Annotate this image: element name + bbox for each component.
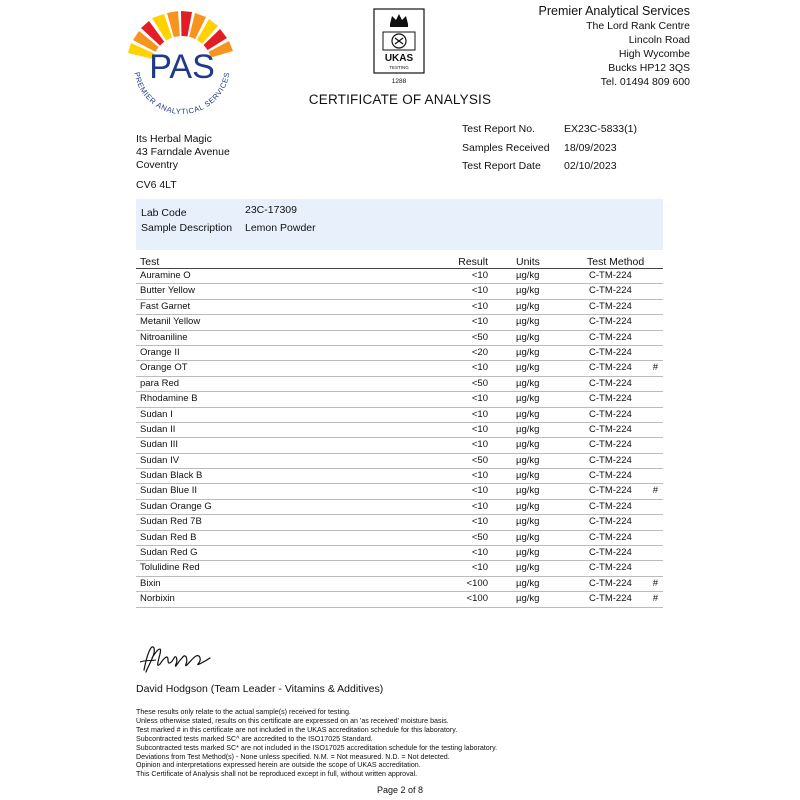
customer-address <box>136 133 230 172</box>
lab-code-row <box>141 204 297 219</box>
cell-result: <10 <box>471 547 488 559</box>
cell-test: Orange II <box>140 346 180 358</box>
table-row <box>136 361 663 376</box>
cell-flag: # <box>652 362 658 374</box>
cell-method: C-TM-224 <box>589 408 632 420</box>
footnote: Subcontracted tests marked SC* are not included in the ISO17025 accreditation schedule for the testing laboratory. <box>136 743 498 752</box>
cell-units: µg/kg <box>516 562 540 574</box>
cell-result: <10 <box>471 439 488 451</box>
signatory-name: David Hodgson (Team Leader - Vitamins & Additives) <box>136 683 384 695</box>
table-row <box>136 484 663 499</box>
results-table <box>136 254 663 608</box>
table-row <box>136 408 663 423</box>
table-row <box>136 577 663 592</box>
footnote: Subcontracted tests marked SC^ are accredited to the ISO17025 Standard. <box>136 734 373 743</box>
cell-method: C-TM-224 <box>589 562 632 574</box>
cell-method: C-TM-224 <box>589 285 632 297</box>
cell-method: C-TM-224 <box>589 500 632 512</box>
cell-units: µg/kg <box>516 377 540 389</box>
customer-name: Its Herbal Magic <box>136 133 212 145</box>
table-row <box>136 592 663 607</box>
ukas-number: 1288 <box>391 78 407 85</box>
cell-test: Sudan Blue II <box>140 485 198 497</box>
cell-result: <10 <box>471 285 488 297</box>
cell-test: Butter Yellow <box>140 285 195 297</box>
sample-description-label: Sample Description <box>141 222 233 234</box>
header-units: Units <box>516 256 540 268</box>
cell-result: <10 <box>471 393 488 405</box>
cell-units: µg/kg <box>516 331 540 343</box>
footnote: Test marked # in this certificate are not included in the UKAS accreditation schedule for this laboratory. <box>136 725 458 734</box>
table-row <box>136 269 663 284</box>
cell-units: µg/kg <box>516 531 540 543</box>
report-info-label: Samples Received <box>462 141 550 154</box>
report-info-value: EX23C-5833(1) <box>564 123 637 136</box>
footnote: These results only relate to the actual sample(s) received for testing. <box>136 708 351 716</box>
table-row <box>136 392 663 407</box>
report-info-row <box>462 139 637 158</box>
lab-address <box>539 4 690 89</box>
signature <box>138 640 214 678</box>
cell-result: <10 <box>471 362 488 374</box>
cell-test: Sudan Red G <box>140 547 198 559</box>
cell-units: µg/kg <box>516 393 540 405</box>
cell-test: Metanil Yellow <box>140 316 201 328</box>
cell-method: C-TM-224 <box>589 516 632 528</box>
table-row <box>136 515 663 530</box>
pas-text: PAS <box>149 48 215 86</box>
lab-company: Premier Analytical Services <box>538 4 690 18</box>
report-info-label: Test Report Date <box>462 160 541 173</box>
cell-units: µg/kg <box>516 577 540 589</box>
customer-address-line: 43 Farndale Avenue <box>136 146 230 158</box>
cell-test: Nitroaniline <box>140 331 188 343</box>
cell-units: µg/kg <box>516 439 540 451</box>
cell-test: Sudan Red B <box>140 531 197 543</box>
lab-phone: Tel. 01494 809 600 <box>600 76 690 88</box>
cell-result: <50 <box>471 454 488 466</box>
lab-code-value: 23C-17309 <box>245 204 297 216</box>
customer-postcode: CV6 4LT <box>136 179 177 191</box>
cell-result: <10 <box>471 408 488 420</box>
cell-method: C-TM-224 <box>589 439 632 451</box>
cell-result: <10 <box>471 270 488 281</box>
report-info-value: 02/10/2023 <box>564 160 617 173</box>
cell-flag: # <box>652 577 658 589</box>
header-result: Result <box>458 256 488 268</box>
cell-test: Sudan Black B <box>140 470 203 482</box>
cell-result: <10 <box>471 423 488 435</box>
cell-test: Auramine O <box>140 270 191 281</box>
table-row <box>136 454 663 469</box>
lab-address-line: Lincoln Road <box>628 34 690 46</box>
cell-result: <20 <box>471 346 488 358</box>
cell-method: C-TM-224 <box>589 423 632 435</box>
cell-test: Rhodamine B <box>140 393 198 405</box>
cell-method: C-TM-224 <box>589 454 632 466</box>
lab-address-line: High Wycombe <box>618 48 690 60</box>
cell-method: C-TM-224 <box>589 577 632 589</box>
cell-test: Sudan III <box>140 439 179 451</box>
cell-method: C-TM-224 <box>589 300 632 312</box>
report-info-row <box>462 157 637 176</box>
table-row <box>136 531 663 546</box>
cell-units: µg/kg <box>516 362 540 374</box>
cell-result: <10 <box>471 485 488 497</box>
cell-result: <10 <box>471 516 488 528</box>
cell-result: <50 <box>471 377 488 389</box>
cell-method: C-TM-224 <box>589 531 632 543</box>
cell-result: <10 <box>471 562 488 574</box>
table-row <box>136 423 663 438</box>
sample-description-row <box>141 222 316 234</box>
header-test: Test <box>140 256 160 268</box>
table-row <box>136 331 663 346</box>
cell-units: µg/kg <box>516 470 540 482</box>
cell-test: Sudan I <box>140 408 173 420</box>
cell-test: Fast Garnet <box>140 300 191 312</box>
cell-result: <10 <box>471 500 488 512</box>
table-row <box>136 500 663 515</box>
cell-test: Sudan Red 7B <box>140 516 202 528</box>
pas-ring-text: PREMIER ANALYTICAL SERVICES <box>132 71 232 117</box>
cell-units: µg/kg <box>516 300 540 312</box>
table-row <box>136 377 663 392</box>
cell-test: Norbixin <box>140 593 175 605</box>
lab-code-label: Lab Code <box>141 207 187 219</box>
footnote: This Certificate of Analysis shall not be reproduced except in full, without written approval. <box>136 770 418 779</box>
cell-method: C-TM-224 <box>589 470 632 482</box>
report-info-value: 18/09/2023 <box>564 141 617 154</box>
table-row <box>136 546 663 561</box>
cell-result: <10 <box>471 300 488 312</box>
cell-test: para Red <box>140 377 180 389</box>
certificate-title: CERTIFICATE OF ANALYSIS <box>308 92 492 107</box>
cell-result: <10 <box>471 316 488 328</box>
report-info-row <box>462 120 637 139</box>
cell-method: C-TM-224 <box>589 362 632 374</box>
cell-test: Bixin <box>140 577 161 589</box>
table-header <box>136 254 663 269</box>
cell-method: C-TM-224 <box>589 377 632 389</box>
cell-test: Orange OT <box>140 362 188 374</box>
cell-units: µg/kg <box>516 454 540 466</box>
footnotes <box>136 708 497 779</box>
table-row <box>136 315 663 330</box>
table-row <box>136 469 663 484</box>
cell-method: C-TM-224 <box>589 270 632 281</box>
cell-units: µg/kg <box>516 285 540 297</box>
cell-units: µg/kg <box>516 346 540 358</box>
cell-result: <100 <box>466 593 488 605</box>
report-info <box>462 120 637 176</box>
cell-units: µg/kg <box>516 516 540 528</box>
cell-units: µg/kg <box>516 485 540 497</box>
table-row <box>136 438 663 453</box>
lab-address-line: The Lord Rank Centre <box>586 20 690 32</box>
table-row <box>136 284 663 299</box>
cell-method: C-TM-224 <box>589 393 632 405</box>
sample-info-box <box>136 199 663 250</box>
cell-flag: # <box>652 593 658 605</box>
cell-method: C-TM-224 <box>589 485 632 497</box>
cell-test: Sudan IV <box>140 454 180 466</box>
cell-units: µg/kg <box>516 270 540 281</box>
table-body <box>136 269 663 608</box>
cell-method: C-TM-224 <box>589 331 632 343</box>
customer-address-line: Coventry <box>136 159 179 171</box>
footnote: Opinion and interpretations expressed herein are outside the scope of UKAS accreditation. <box>136 761 421 770</box>
footnote: Deviations from Test Method(s) - None unless specified. N.M. = Not measured. N.D. = Not detected. <box>136 752 450 761</box>
footnote: Unless otherwise stated, results on this certificate are expressed on an 'as received' moisture basis. <box>136 716 449 725</box>
cell-test: Tolulidine Red <box>140 562 200 574</box>
cell-method: C-TM-224 <box>589 316 632 328</box>
header-method: Test Method <box>587 256 645 268</box>
page-number: Page 2 of 8 <box>376 785 424 795</box>
cell-result: <10 <box>471 470 488 482</box>
cell-test: Sudan II <box>140 423 176 435</box>
cell-flag: # <box>652 485 658 497</box>
cell-method: C-TM-224 <box>589 593 632 605</box>
ukas-logo <box>366 8 432 86</box>
ukas-sub: TESTING <box>389 65 409 70</box>
cell-method: C-TM-224 <box>589 346 632 358</box>
cell-units: µg/kg <box>516 316 540 328</box>
cell-units: µg/kg <box>516 423 540 435</box>
cell-units: µg/kg <box>516 408 540 420</box>
lab-address-line: Bucks HP12 3QS <box>608 62 690 74</box>
table-row <box>136 346 663 361</box>
cell-result: <100 <box>466 577 488 589</box>
cell-method: C-TM-224 <box>589 547 632 559</box>
table-row <box>136 300 663 315</box>
cell-test: Sudan Orange G <box>140 500 212 512</box>
cell-units: µg/kg <box>516 593 540 605</box>
ukas-text: UKAS <box>384 53 414 64</box>
cell-result: <50 <box>471 331 488 343</box>
cell-result: <50 <box>471 531 488 543</box>
table-row <box>136 561 663 576</box>
cell-units: µg/kg <box>516 500 540 512</box>
report-info-label: Test Report No. <box>462 123 535 136</box>
sample-description-value: Lemon Powder <box>245 222 316 234</box>
cell-units: µg/kg <box>516 547 540 559</box>
pas-logo <box>112 8 252 128</box>
